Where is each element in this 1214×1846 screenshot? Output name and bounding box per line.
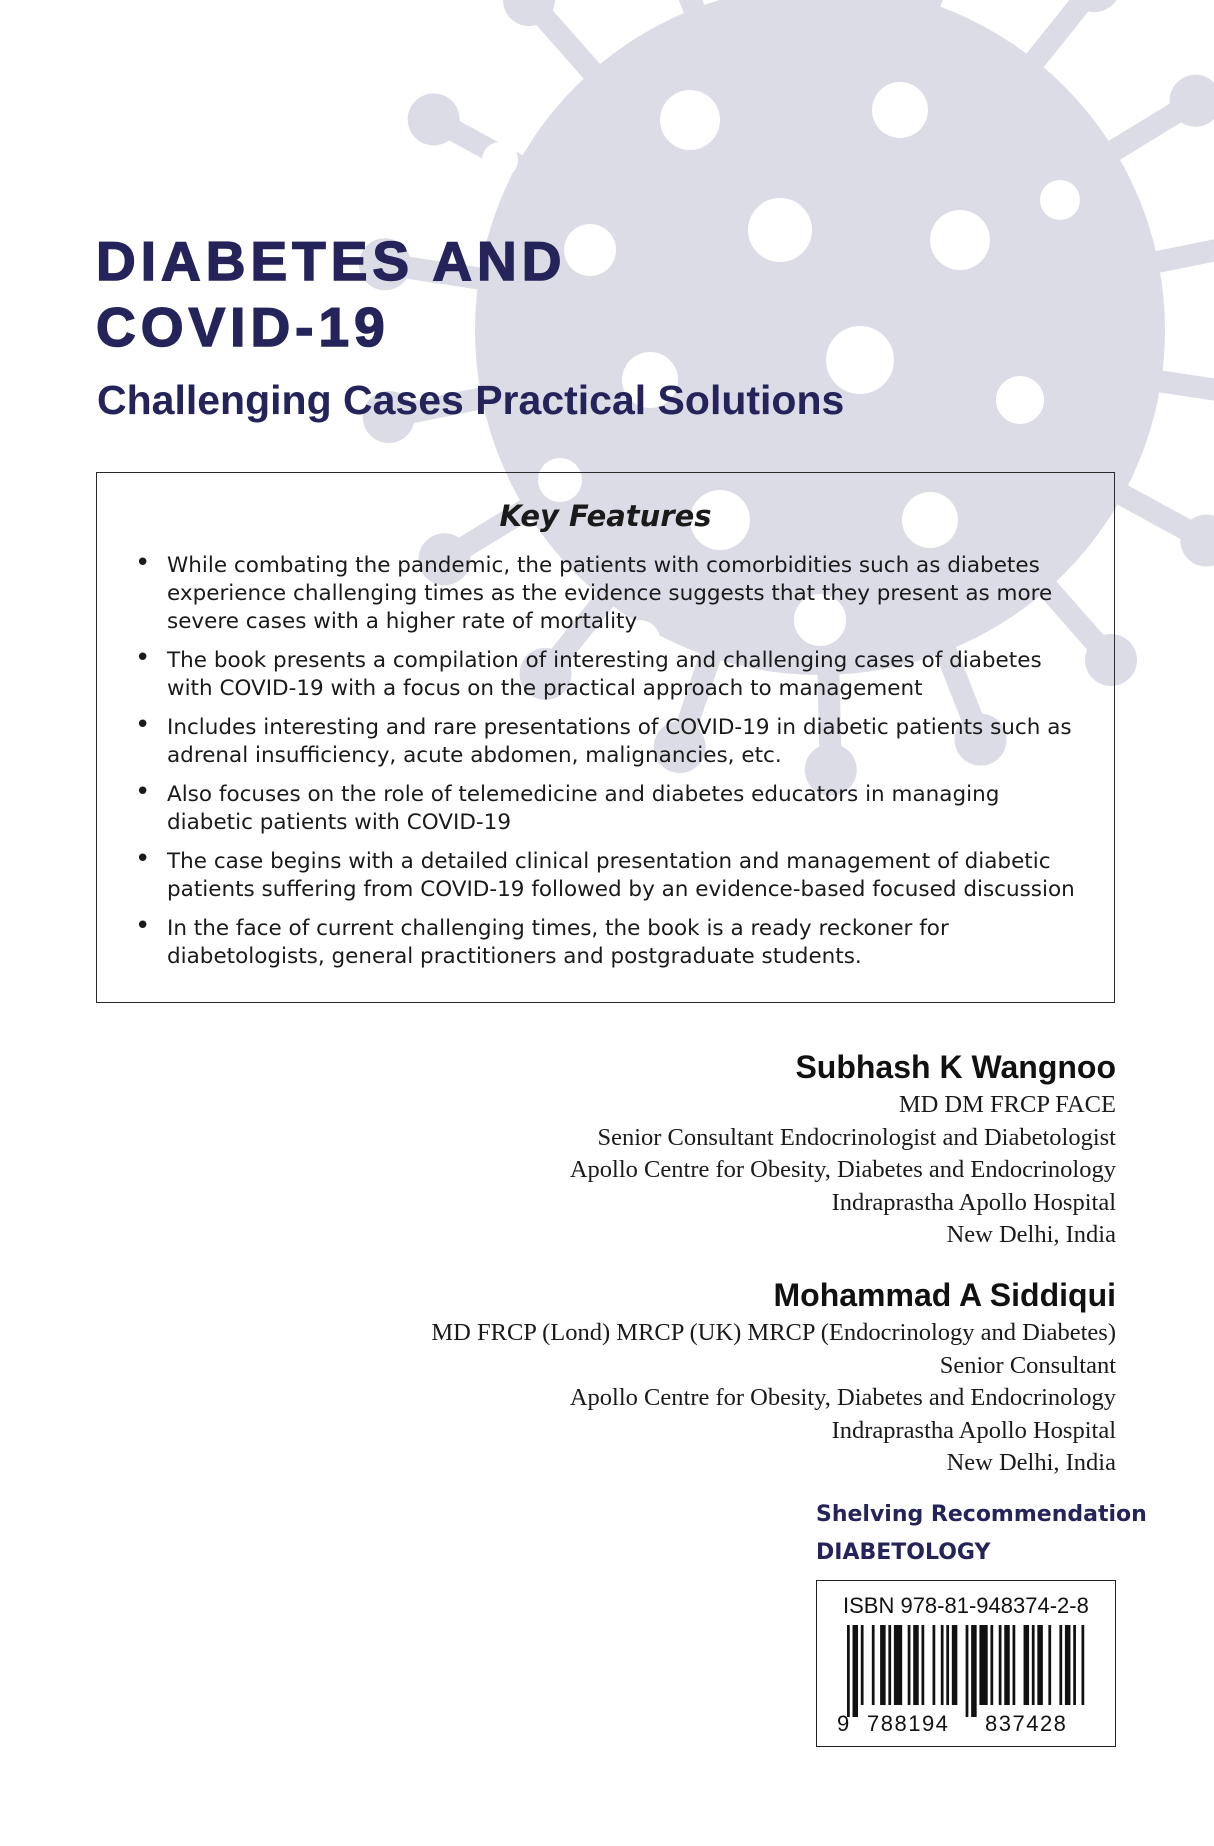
feature-text: While combating the pandemic, the patients with comorbidities such as diabetes experience challenging times as the evidence suggests that they present as more severe cases with a higher rate of mortality [167, 553, 1053, 634]
author-block-2 [431, 1275, 1116, 1480]
feature-item [133, 548, 1086, 636]
author-location: New Delhi, India [946, 1449, 1116, 1476]
feature-item [133, 844, 1086, 904]
feature-text: The case begins with a detailed clinical presentation and management of diabetic patients suffering from COVID-19 followed by an evidence-based focused discussion [167, 849, 1075, 902]
author-hospital: Indraprastha Apollo Hospital [831, 1188, 1116, 1216]
book-title [96, 228, 567, 360]
author-affiliation: Apollo Centre for Obesity, Diabetes and Endocrinology [569, 1156, 1116, 1183]
barcode-digits-left: 788194 [867, 1711, 950, 1736]
bullet-icon: • [135, 911, 151, 941]
author-position: Senior Consultant [939, 1351, 1116, 1379]
bullet-icon: • [135, 710, 151, 740]
bullet-icon: • [135, 777, 151, 807]
book-title-line-2: COVID-19 [96, 296, 390, 358]
barcode-icon [847, 1625, 1087, 1717]
feature-item [133, 710, 1086, 770]
feature-item [133, 643, 1086, 703]
feature-text: In the face of current challenging times, the book is a ready reckoner for diabetologists, general practitioners and postgraduate students. [167, 916, 949, 969]
isbn-barcode-box [816, 1580, 1116, 1747]
barcode-digits-right: 837428 [985, 1711, 1068, 1736]
bullet-icon: • [135, 548, 151, 578]
author-credentials: MD FRCP (Lond) MRCP (UK) MRCP (Endocrinology and Diabetes) [431, 1319, 1116, 1346]
feature-item [133, 911, 1086, 971]
author-name: Mohammad A Siddiqui [773, 1277, 1116, 1313]
author-hospital: Indraprastha Apollo Hospital [831, 1416, 1116, 1444]
author-credentials: MD DM FRCP FACE [898, 1091, 1116, 1118]
author-affiliation: Apollo Centre for Obesity, Diabetes and Endocrinology [569, 1384, 1116, 1411]
book-subtitle: Challenging Cases Practical Solutions [97, 377, 845, 423]
author-position: Senior Consultant Endocrinologist and Diabetologist [597, 1123, 1116, 1151]
author-location: New Delhi, India [946, 1221, 1116, 1248]
key-features-list [133, 548, 1086, 982]
feature-text: The book presents a compilation of interesting and challenging cases of diabetes with COVID-19 with a focus on the practical approach to management [167, 648, 1042, 701]
key-features-box [96, 472, 1115, 1003]
shelving-value: DIABETOLOGY [816, 1540, 991, 1565]
bullet-icon: • [135, 643, 151, 673]
barcode-digit-first: 9 [837, 1711, 850, 1736]
author-block-1 [570, 1047, 1116, 1252]
key-features-heading: Key Features [499, 499, 712, 533]
isbn-label: ISBN 978-81-948374-2-8 [843, 1593, 1089, 1618]
bullet-icon: • [135, 844, 151, 874]
book-title-line-1: DIABETES AND [96, 230, 567, 292]
author-name: Subhash K Wangnoo [795, 1049, 1116, 1085]
shelving-recommendation [816, 1500, 1147, 1568]
shelving-label: Shelving Recommendation [816, 1502, 1147, 1527]
feature-item [133, 777, 1086, 837]
feature-text: Includes interesting and rare presentations of COVID-19 in diabetic patients such as adrenal insufficiency, acute abdomen, malignancies, etc. [167, 715, 1072, 768]
feature-text: Also focuses on the role of telemedicine and diabetes educators in managing diabetic patients with COVID-19 [167, 782, 1000, 835]
